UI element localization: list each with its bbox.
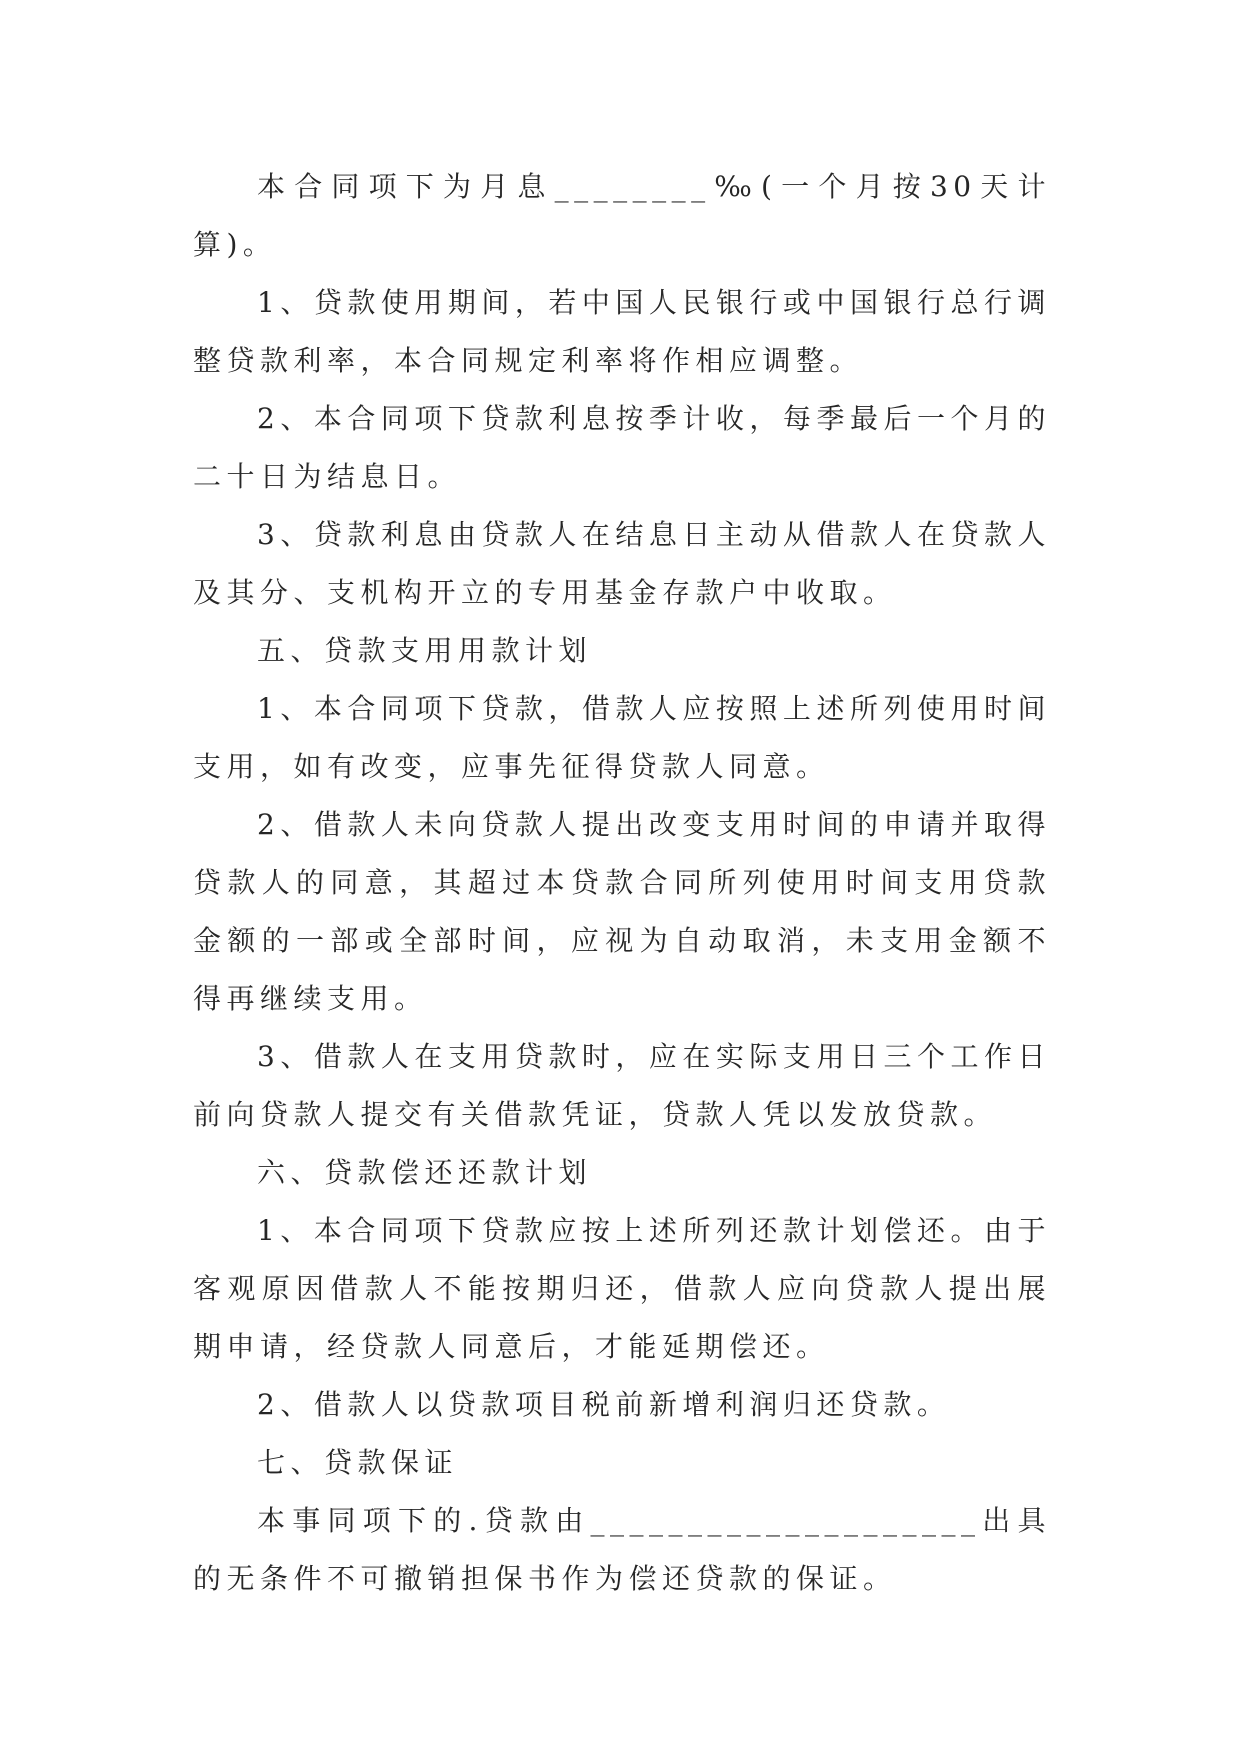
clause-interest-settlement: 2、本合同项下贷款利息按季计收，每季最后一个月的二十日为结息日。 bbox=[193, 402, 1051, 493]
interest-rate-paragraph: 本合同项下为月息________‰(一个月按30天计算)。 bbox=[193, 170, 1051, 261]
section-heading-drawdown-plan: 五、贷款支用用款计划 bbox=[257, 634, 593, 667]
clause-repayment-schedule: 1、本合同项下贷款应按上述所列还款计划偿还。由于客观原因借款人不能按期归还，借款人应向贷款人提出展期申请，经贷款人同意后，才能延期偿还。 bbox=[193, 1214, 1051, 1363]
clause-repayment-source: 2、借款人以贷款项目税前新增利润归还贷款。 bbox=[257, 1388, 951, 1421]
document-body bbox=[193, 158, 1051, 1608]
clause-guarantee: 本事同项下的.贷款由____________________出具的无条件不可撤销担保书作为偿还贷款的保证。 bbox=[193, 1504, 1051, 1595]
section-heading-repayment-plan: 六、贷款偿还还款计划 bbox=[257, 1156, 593, 1189]
clause-interest-collection: 3、贷款利息由贷款人在结息日主动从借款人在贷款人及其分、支机构开立的专用基金存款户中收取。 bbox=[193, 518, 1051, 609]
clause-drawdown-schedule: 1、本合同项下贷款，借款人应按照上述所列使用时间支用，如有改变，应事先征得贷款人同意。 bbox=[193, 692, 1051, 783]
clause-drawdown-notice: 3、借款人在支用贷款时，应在实际支用日三个工作日前向贷款人提交有关借款凭证，贷款人凭以发放贷款。 bbox=[193, 1040, 1051, 1131]
section-heading-loan-guarantee: 七、贷款保证 bbox=[257, 1446, 459, 1479]
clause-drawdown-cancellation: 2、借款人未向贷款人提出改变支用时间的申请并取得贷款人的同意，其超过本贷款合同所列使用时间支用贷款金额的一部或全部时间，应视为自动取消，未支用金额不得再继续支用。 bbox=[193, 808, 1051, 1015]
clause-rate-adjustment: 1、贷款使用期间，若中国人民银行或中国银行总行调整贷款利率，本合同规定利率将作相应调整。 bbox=[193, 286, 1051, 377]
